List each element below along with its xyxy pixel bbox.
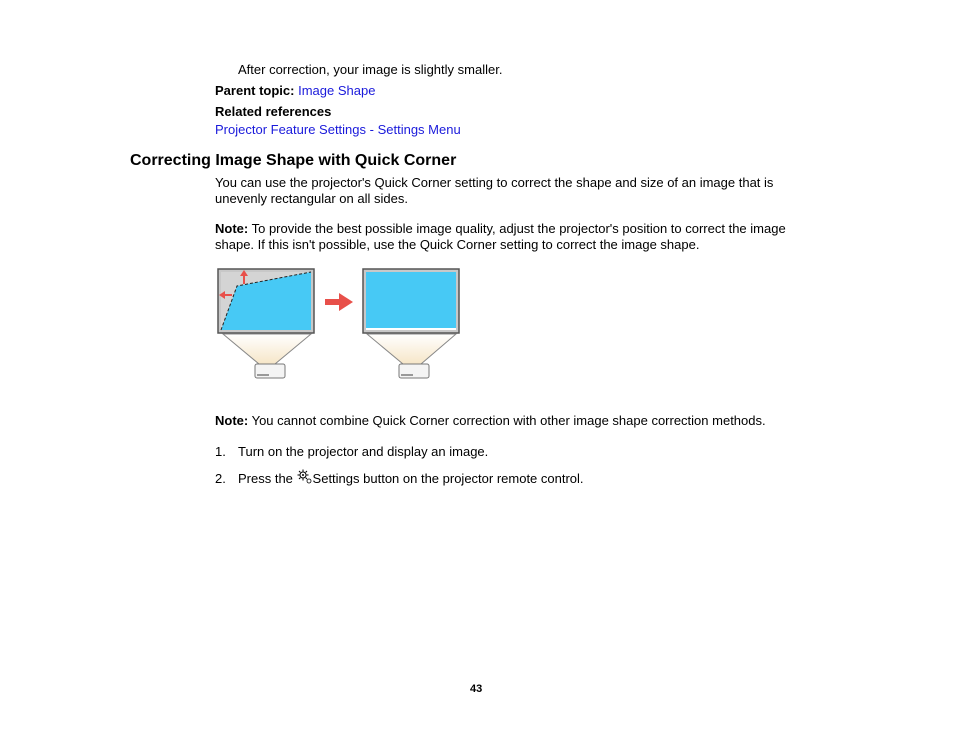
step-2-text-after: Settings button on the projector remote control. <box>312 471 584 486</box>
intro-paragraph <box>215 175 815 207</box>
intro-line-2: unevenly rectangular on all sides. <box>215 191 408 206</box>
projector-left <box>255 364 285 378</box>
parent-topic-link[interactable]: Image Shape <box>298 83 376 98</box>
before-screen <box>218 269 314 333</box>
intro-line-1: You can use the projector's Quick Corner setting to correct the shape and size of an image that is <box>215 175 774 190</box>
gear-icon <box>297 469 313 485</box>
note-1-text: To provide the best possible image quality, adjust the projector's position to correct the image <box>248 221 786 236</box>
note-1 <box>215 221 815 253</box>
note-1-line-1 <box>215 221 815 237</box>
step-1 <box>215 444 488 460</box>
arrow-right-icon <box>325 293 353 311</box>
step-2 <box>215 469 584 487</box>
projector-right <box>399 364 429 378</box>
page-number: 43 <box>470 683 483 695</box>
note-2-text: You cannot combine Quick Corner correction with other image shape correction methods. <box>248 413 766 428</box>
note-1-label: Note: <box>215 221 249 236</box>
step-1-number: 1. <box>215 444 226 459</box>
note-2 <box>215 413 766 429</box>
step-2-number: 2. <box>215 471 226 486</box>
parent-topic-label: Parent topic: <box>215 83 295 98</box>
after-screen <box>363 269 459 333</box>
quick-corner-illustration <box>215 266 465 386</box>
note-1-line-2: shape. If this isn't possible, use the Quick Corner setting to correct the image shape. <box>215 237 700 252</box>
related-references-label: Related references <box>215 104 332 119</box>
parent-topic <box>215 83 375 99</box>
top-note: After correction, your image is slightly smaller. <box>238 62 503 77</box>
step-2-text-before: Press the <box>238 471 293 486</box>
note-2-label: Note: <box>215 413 249 428</box>
related-references-link[interactable]: Projector Feature Settings - Settings Menu <box>215 122 461 137</box>
illustration-svg <box>215 266 465 386</box>
step-1-text: Turn on the projector and display an image. <box>238 444 489 459</box>
section-heading: Correcting Image Shape with Quick Corner <box>130 152 457 169</box>
